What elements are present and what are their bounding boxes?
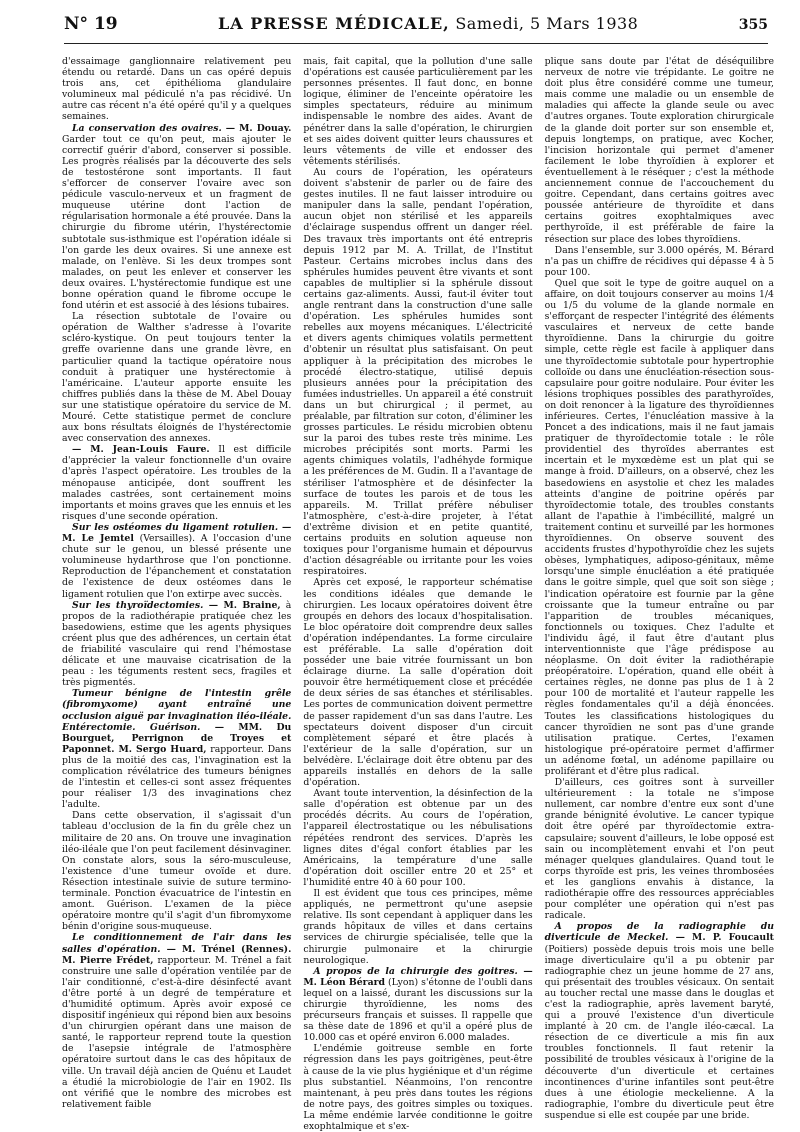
paragraph-text: plique sans doute par l'état de déséquilibre nerveux de notre vie trépidante. Le goitre ne doit plus être considéré comme une tumeur, mais comme une maladie ou un ensemble de maladies qui affecte la glande seule ou avec d'autres organes. Toute exploration chirurgicale de la glande doit porter sur son ensemble et, depuis longtemps, on pratique, avec Kocher, l'incision horizontale qui permet d'amener facilement le lobe thyroïdien à explorer et éventuellement à le réséquer ; c'est la méthode anciennement connue de l'accouchement du goitre. Cependant, dans certains goitres avec poussée antérieure de thyroïdite et dans certains goitres exophtalmiques avec perthyroïde, il est préférable de faire la résection sur place des lobes thyroïdiens.: [544, 56, 774, 245]
paragraph-text: Quel que soit le type de goitre auquel on a affaire, on doit toujours conserver au moins 1/4 ou 1/5 du volume de la glande normale en s'efforçant de respecter l'intégrité des éléments vasculaires et nerveux de cette bande thyroïdienne. Dans la chirurgie du goitre simple, cette règle est facile à appliquer dans une thyroïdectomie subtotale pour hypertrophie colloïde ou dans une énucléation-résection sous-capsulaire pour goitre nodulaire. Pour éviter les lésions trophiques possibles des parathyroïdes, on doit renoncer à la ligature des thyroïdiennes inférieures. Certes, l'énucléation massive à la Poncet a des indications, mais il ne faut jamais pratiquer de thyroïdectomie totale : le rôle providentiel des thyroïdes aberrantes est incertain et le myxœdème est un plat qui se mange à froid. D'ailleurs, on a observé, chez les basedowiens en asystolie et chez les malades atteints d'angine de poitrine opérés par thyroïdectomie totale, des troubles constants allant de l'apathie à l'imbécillité, malgré un traitement continu et surveillé par les hormones thyroïdiennes. On observe souvent des accidents frustes d'hypothyroïdie chez les sujets obèses, lymphatiques, adiposo-génitaux, même lorsqu'une simple énucléation a été pratiquée dans le goitre simple, quel que soit son siège ; l'indication opératoire est fournie par la gêne croissante que la tumeur entraîne ou par l'apparition de troubles mécaniques, fonctionnels ou toxiques. Chez l'adulte et l'individu âgé, il faut être d'autant plus interventionniste que l'âge prédispose au néoplasme. On doit éviter la radiothérapie préopératoire. L'opération, quand elle obéit à certaines règles, ne donne pas plus de 1 à 2 pour 100 de mortalité et l'auteur rappelle les règles fondamentales qu'il a déjà énoncées. Toutes les classifications histologiques du cancer thyroïdien ne sont pas d'une grande utilisation pratique. Certes, l'examen histologique pré-opératoire permet d'affirmer un adénome fœtal, un adénome papillaire ou proliférant et d'être plus radical.: [544, 277, 774, 777]
paragraph-text: rapporteur. Dans plus de la moitié des cas, l'invagination est la complication révélatrice des tumeurs bénignes de l'intestin et celles-ci sont assez fréquentes pour réaliser 1/3 des invaginations chez l'adulte.: [62, 743, 292, 811]
section-heading: A propos de la chirurgie des goitres.: [313, 965, 518, 977]
column-1: [62, 56, 291, 1132]
paragraph-text: Au cours de l'opération, les opérateurs doivent s'abstenir de parler ou de faire des gestes inutiles. Il ne faut laisser introduire ou manipuler dans la salle, pendant l'opération, aucun objet non stérilisé et les appareils d'éclairage suspendus offrent un danger réel. Des travaux très importants ont été entrepris depuis 1912 par M. A. Trillat, de l'Institut Pasteur. Certains microbes inclus dans des sphérules humides peuvent être vivants et sont capables de multiplier si la sphérule dissout certains gaz-aliments. Aussi, faut-il éviter tout angle rentrant dans la construction d'une salle d'opération. Les sphérules humides sont rebelles aux moyens mécaniques. L'électricité et divers agents chimiques volatils permettent d'obtenir un résultat plus satisfaisant. On peut appliquer à la précipitation des microbes le procédé électro-statique, utilisé depuis plusieurs années pour la précipitation des fumées industrielles. Un appareil a été construit dans un but chirurgical ; il permet, au préalable, par filtration sur coton, d'éliminer les grosses particules. Le résidu microbien obtenu sur la paroi des tubes reste très minime. Les microbes précipités sont morts. Parmi les agents chimiques volatils, l'adhéhyde formique a les préférences de M. Gudin. Il a l'avantage de stériliser l'atmosphère et de désinfecter la surface de toutes les parois et de tous les appareils. M. Trillat préfère nébuliser l'atmosphère, c'est-à-dire projeter, à l'état d'extrême division et en petite quantité, certains produits en solution aqueuse non toxiques pour l'organisme humain et dépourvus d'action désagréable ou irritante pour les voies respiratoires.: [303, 166, 533, 578]
author-name: — MM. Du Bourguet, Perrignon de Troyes et Paponnet. M. Sergo Huard,: [62, 721, 292, 755]
paragraph-text: Garder tout ce qu'on peut, mais ajouter le correctif guérir d'abord, conserver si possible. Les progrès réalisés par la découverte des sels de testostérone sont importants. Il faut s'efforcer de conserver l'ovaire avec son pédicule vasculo-nerveux et un fragment de muqueuse utérine dont l'action de régularisation hormonale a été prouvée. Dans la chirurgie du fibrome utérin, l'hystérectomie subtotale sus-isthmique est l'opération idéale si l'on garde les deux ovaires. Si une annexe est malade, on l'enlève. Si les deux trompes sont malades, on peut les enlever et conserver les deux ovaires. L'hystérectomie fundique est une bonne opération quand le fibrome occupe le fond utérin et est associé à des lésions tubaires.: [62, 133, 292, 312]
paragraph: [62, 932, 291, 1110]
section-heading: Tumeur bénigne de l'intestin grêle (fibromyxome) ayant entraîné une occlusion aiguë par invagination iléo-iléale. Entérectomie. Guérison.: [62, 688, 292, 733]
paragraph-text: Avant toute intervention, la désinfection de la salle d'opération est obtenue par un des procédés décrits. Au cours de l'opération, l'appareil électrostatique ou les nébulisations répétées rendront des services. D'après les lignes dites d'égal confort établies par les Américains, la température d'une salle d'opération doit osciller entre 20 et 25° et l'humidité entre 40 à 60 pour 100.: [303, 788, 533, 888]
section-heading: Sur les ostéomes du ligament rotulien.: [72, 521, 279, 533]
section-heading: Sur les thyroïdectomies.: [72, 599, 204, 611]
paragraph: [62, 600, 291, 689]
journal-name: LA PRESSE MÉDICALE,: [218, 14, 450, 33]
paragraph-text: Après cet exposé, le rapporteur schématise les conditions idéales que demande le chirurgien. Les locaux opératoires doivent être groupés en dehors des locaux d'hospitalisation. Le bloc opératoire doit comprendre deux salles d'opération indépendantes. La forme circulaire est préférable. La salle d'opération doit posséder une baie vitrée fournissant un bon éclairage diurne. La salle d'opération doit pouvoir être hermétiquement close et précédée de deux séries de sas étanches et stérilisables. Les portes de communication doivent permettre de passer rapidement d'un sas dans l'autre. Les spectateurs doivent disposer d'un circuit complètement séparé et être placés à l'extérieur de la salle d'opération, sur un belvédère. L'éclairage doit être obtenu par des appareils installés en dehors de la salle d'opération.: [303, 577, 533, 789]
paragraph-text: Il est évident que tous ces principes, même appliqués, ne permettront qu'une asepsie relative. Ils sont cependant à appliquer dans les grands hôpitaux de villes et dans certains services de chirurgie spécialisée, telle que la chirurgie pulmonaire et la chirurgie neurologique.: [303, 888, 533, 966]
page-number: 355: [738, 17, 768, 33]
author-name: — M. Léon Bérard: [303, 965, 533, 988]
section-heading: Le conditionnement de l'air dans les salles d'opération.: [62, 932, 292, 955]
paragraph: [62, 56, 291, 123]
paragraph-text: (Lyon) s'étonne de l'oubli dans lequel on a laissé, durant les discussions sur la chirurgie thyroïdienne, les noms des précurseurs français et suisses. Il rappelle que sa thèse date de 1896 et qu'il a opéré plus de 10.000 cas et opéré environ 6.000 malades.: [303, 976, 533, 1044]
paragraph-text: d'essaimage ganglionnaire relativement peu étendu ou retardé. Dans un cas opéré depuis trois ans, cet épithélioma glandulaire volumineux mal pédiculé n'a pas récidivé. Un autre cas récent n'a été opéré qu'il y a quelques semaines.: [62, 56, 292, 123]
paragraph: [545, 245, 774, 278]
section-heading: La conservation des ovaires.: [72, 122, 222, 134]
paragraph: [303, 577, 532, 788]
issue-date: Samedi, 5 Mars 1938: [455, 14, 639, 33]
paragraph: [303, 167, 532, 577]
paragraph-text: rapporteur. M. Trénel a fait construire une salle d'opération ventilée par de l'air conditionné, c'est-à-dire désinfecté avant d'être porté à un degré de température et d'humidité optimum. Après avoir exposé ce dispositif ingénieux qui répond bien aux besoins d'un chirurgien opérant dans une maison de santé, le rapporteur reprend toute la question de l'asepsie intégrale de l'atmosphère opératoire surtout dans le cas des hôpitaux de ville. Un travail déjà ancien de Quénu et Laudet a étudié la microbiologie de l'air en 1902. Ils ont vérifié que le nombre des microbes est relativement faible: [62, 954, 292, 1110]
paragraph-text: (Poitiers) possède depuis trois mois une belle image diverticulaire qu'il a pu obtenir par radiographie chez un jeune homme de 27 ans, qui présentait des troubles vésicaux. On sentait au toucher rectal une masse dans le douglas et c'est la radiographie, après lavement baryté, qui a prouvé l'existence d'un diverticule implanté à 20 cm. de l'angle iléo-cæcal. La résection de ce diverticule a mis fin aux troubles fonctionnels. Il faut retenir la possibilité de troubles vésicaux à l'origine de la découverte d'un diverticule et certaines incontinences d'urine infantiles sont peut-être dues à une étiologie meckelienne. A la radiographie, l'ombre du diverticule peut être suspendue si elle est coupée par une bride.: [544, 943, 774, 1121]
author-name: — M. P. Foucault: [668, 932, 774, 944]
paragraph: [303, 1043, 532, 1132]
paragraph-text: D'ailleurs, ces goitres sont à surveiller ultérieurement : la totale ne s'impose nullement, car nombre d'entre eux sont d'une grande bénignité évolutive. Le cancer typique doit être opéré par thyroïdectomie extra-capsulaire; souvent d'ailleurs, le lobe opposé est sain ou incomplètement envahi et l'on peut ménager quelques glandulaires. Quand tout le corps thyroïde est pris, les veines thrombosées et les ganglions envahis à distance, la radiothérapie offre des ressources appréciables pour compléter une opération qui n'est pas radicale.: [544, 777, 774, 922]
column-2: [303, 56, 532, 1132]
paragraph-text: (Versailles). A l'occasion d'une chute sur le genou, un blessé présente une volumineuse hydarthrose que l'on ponctionne. Reproduction de l'épanchement et constatation de l'existence de deux ostéomes dans le ligament rotulien que l'on extirpe avec succès.: [62, 533, 292, 600]
section-heading: A propos de la radiographie du diverticule de Meckel.: [544, 921, 774, 944]
paragraph: [545, 921, 774, 1121]
paragraph: [303, 966, 532, 1044]
paragraph-text: Il est difficile d'apprécier la valeur fonctionnelle d'un ovaire d'après l'aspect opératoire. Les troubles de la ménopause anticipée, dont souffrent les malades castrées, sont certainement moins importants et moins graves que les ennuis et les risques d'une seconde opération.: [62, 444, 292, 522]
paragraph: [62, 688, 291, 810]
paragraph: [62, 522, 291, 600]
paragraph: [545, 278, 774, 777]
paragraph-text: mais, fait capital, que la pollution d'une salle d'opérations est causée particulièrement par les personnes présentes. Il faut donc, en bonne logique, éliminer de l'enceinte opératoire les simples spectateurs, réduire au minimum indispensable le nombre des aides. Avant de pénétrer dans la salle d'opération, le chirurgien et ses aides doivent quitter leurs chaussures et leurs vêtements de ville et endosser des vêtements stérilisés.: [303, 56, 533, 167]
paragraph: [303, 888, 532, 966]
paragraph-text: à propos de la radiothérapie pratiquée chez les basedowiens, estime que les agents physiques créent plus que des adhérences, un certain état de friabilité vasculaire qui rend l'hémostase délicate et une mauvaise cicatrisation de la peau : les téguments restent secs, fragiles et très pigmentés.: [62, 599, 292, 689]
column-3: [545, 56, 774, 1132]
paragraph-text: L'endémie goitreuse semble en forte régression dans les pays goitrigènes, peut-être à cause de la vie plus hygiénique et d'un régime plus substantiel. Néanmoins, l'on rencontre maintenant, à peu près dans toutes les régions de notre pays, des goitres simples ou toxiques. La même endémie larvée conditionne le goitre exophtalmique et s'ex-: [303, 1043, 533, 1132]
paragraph: [62, 311, 291, 444]
paragraph: [545, 56, 774, 245]
author-name: — M. Le Jemtel: [62, 521, 292, 545]
paragraph-text: La résection subtotale de l'ovaire ou opération de Walther s'adresse à l'ovarite scléro-kystique. On peut toujours tenter la greffe ovarienne dans une grande lèvre, en particulier quand la tactique opératoire nous conduit à pratiquer une hystérectomie à l'américaine. L'auteur apporte ensuite les chiffres publiés dans la thèse de M. Abel Douay sur une statistique opératoire du service de M. Mouré. Cette statistique permet de conclure aux bons résultats éloignés de l'hystérectomie avec conservation des annexes.: [62, 311, 292, 445]
page-header: [64, 14, 768, 44]
paragraph: [62, 810, 291, 932]
issue-number: N° 19: [64, 14, 118, 34]
paragraph-text: Dans cette observation, il s'agissait d'un tableau d'occlusion de la fin du grêle chez un militaire de 20 ans. On trouve une invagination iléo-iléale que l'on peut facilement désinvaginer. On constate alors, sous la séro-musculeuse, l'existence d'une tumeur ovoïde et dure. Résection intestinale suivie de suture termino-terminale. Ponction évacuatrice de l'intestin en amont. Guérison. L'examen de la pièce opératoire montre qu'il s'agit d'un fibromyxome bénin d'origine sous-muqueuse.: [62, 810, 292, 933]
journal-title: [218, 14, 638, 33]
author-name: — M. Braine,: [203, 599, 281, 611]
paragraph: [545, 777, 774, 921]
paragraph: [303, 56, 532, 167]
author-name: — M. Trénel (Rennes). M. Pierre Frédet,: [62, 943, 292, 966]
paragraph: [303, 788, 532, 888]
paragraph-text: Dans l'ensemble, sur 3.000 opérés, M. Bérard n'a pas un chiffre de récidives qui dépasse 4 à 5 pour 100.: [544, 244, 774, 278]
paragraph: [62, 444, 291, 522]
paragraph: [62, 123, 291, 312]
article-columns: [62, 56, 774, 1132]
author-name: — M. Douay.: [221, 122, 292, 134]
author-name: — M. Jean-Louis Faure.: [72, 444, 210, 456]
